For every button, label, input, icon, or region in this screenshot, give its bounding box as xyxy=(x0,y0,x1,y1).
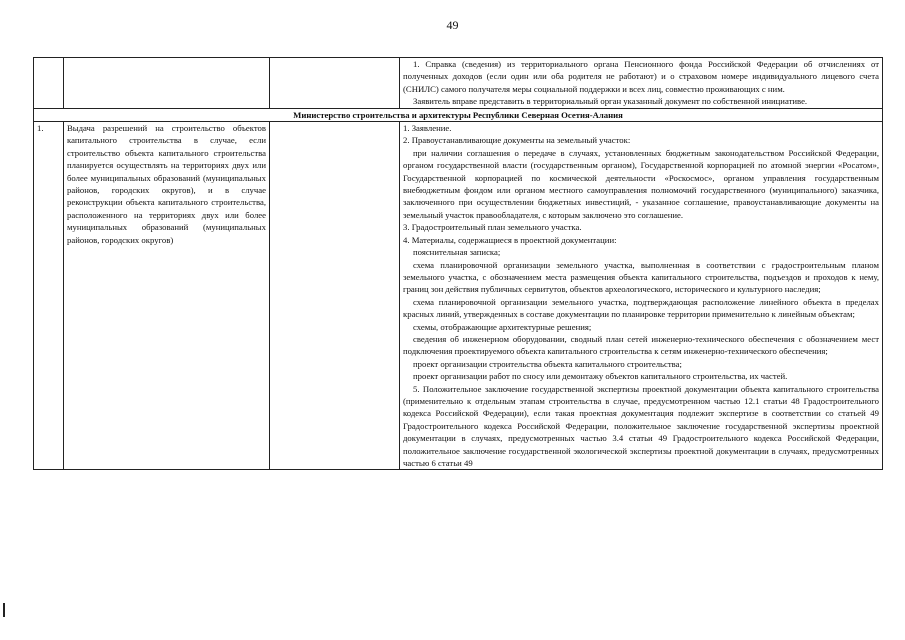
document-item: 1. Справка (сведения) из территориального органа Пенсионного фонда Российской Федерации об отчислениях от полученных доходов (если один или оба родителя не работают) и о страховом номере индивидуального лицевого счета (СНИЛС) самого получателя меры социальной поддержки и всех лиц, совместно проживающих с ним. xyxy=(403,59,879,94)
document-item: при наличии соглашения о передаче в случаях, установленных бюджетным законодательством Российской Федерации, органом государственной власти (государственным органом), Государственной корпорацией по атомной энергии «Росатом», Государственной корпорацией по космической деятельности «Роскосмос», органом управления государственным внебюджетным фондом или органом местного самоуправления полномочий государственного (муниципального) заказчика, заключенного при осуществлении бюджетных инвестиций, - указанное соглашение, правоустанавливающие документы на земельный участок правообладателя, с которым заключено это соглашение. xyxy=(403,147,879,220)
document-item: 3. Градостроительный план земельного участка. xyxy=(403,222,582,233)
document-item: сведения об инженерном оборудовании, сводный план сетей инженерно-технического обеспечения с обозначением мест подключения проектируемого объекта капитального строительства к сетям инженерно-технического обеспечения; xyxy=(403,333,879,357)
document-item: проект организации строительства объекта капитального строительства; xyxy=(413,358,682,369)
document-item: 2. Правоустанавливающие документы на земельный участок: xyxy=(403,135,631,146)
document-item: схемы, отображающие архитектурные решения; xyxy=(413,321,592,332)
cell-number-empty xyxy=(34,58,64,109)
continuation-row xyxy=(34,58,883,109)
margin-mark xyxy=(3,603,5,617)
cell-documents-continuation xyxy=(400,58,883,109)
document-note: Заявитель вправе представить в территориальный орган указанный документ по собственной инициативе. xyxy=(413,96,808,107)
cell-service-empty xyxy=(64,58,270,109)
ministry-header-row xyxy=(34,108,883,121)
services-table xyxy=(33,57,883,470)
service-row xyxy=(34,122,883,470)
cell-blank xyxy=(270,58,400,109)
document-item: проект организации работ по сносу или демонтажу объектов капитального строительства, их частей. xyxy=(413,371,788,382)
document-item: схема планировочной организации земельного участка, выполненная в соответствии с градостроительным планом земельного участка, с обозначением места размещения объекта капитального строительства, подъездов и проходов к нему, границ зон действия публичных сервитутов, объектов археологического, исторического и культурного наследия; xyxy=(403,259,879,295)
document-item: 4. Материалы, содержащиеся в проектной документации: xyxy=(403,234,617,245)
row-number: 1. xyxy=(34,122,64,470)
document-item: 1. Заявление. xyxy=(403,123,452,134)
page-number: 49 xyxy=(446,18,459,32)
cell-blank xyxy=(270,122,400,470)
ministry-header: Министерство строительства и архитектуры Республики Северная Осетия-Алания xyxy=(34,108,883,121)
document-item: пояснительная записка; xyxy=(413,247,501,258)
service-name: Выдача разрешений на строительство объектов капитального строительства в случае, если строительство объекта капитального строительства планируется осуществлять на территориях двух или более муниципальных образований (муниципальных районов, городских округов), и в случае реконструкции объекта капитального строительства, расположенного на территориях двух или более муниципальных образований (муниципальных районов, городских округов) xyxy=(64,122,270,470)
document-item: 5. Положительное заключение государственной экспертизы проектной документации объекта капитального строительства (применительно к отдельным этапам строительства в случае, предусмотренном частью 12.1 статьи 48 Градостроительного кодекса Российской Федерации), если такая проектная документация подлежит экспертизе в соответствии со статьей 49 Градостроительного кодекса Российской Федерации, положительное заключение государственной экспертизы проектной документации в случаях, предусмотренных частью 3.4 статьи 49 Градостроительного кодекса Российской Федерации, положительное заключение государственной экологической экспертизы проектной документации в случаях, предусмотренных частью 6 статьи 49 xyxy=(403,383,879,468)
document-item: схема планировочной организации земельного участка, подтверждающая расположение линейного объекта в пределах красных линий, утвержденных в составе документации по планировке территории применительно к линейным объектам; xyxy=(403,296,879,320)
cell-documents xyxy=(400,122,883,470)
